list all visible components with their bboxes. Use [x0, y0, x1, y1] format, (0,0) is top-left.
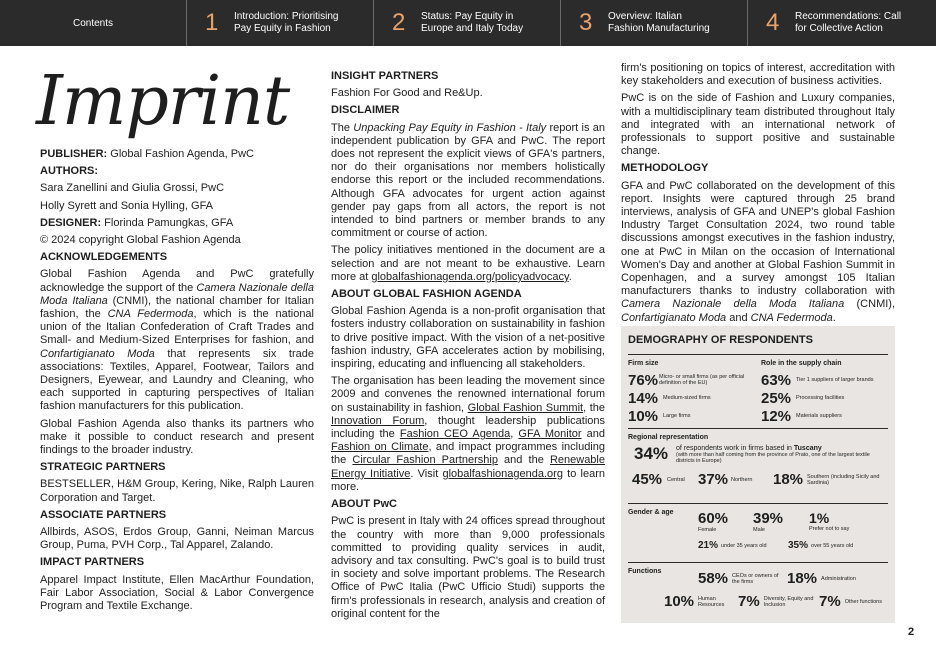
stat-percent: 25% [761, 389, 792, 407]
stat-description: Human Resources [698, 595, 725, 608]
stat-description: Male [753, 527, 765, 533]
stat-row [761, 407, 888, 425]
functions-label: Functions [628, 568, 662, 575]
column-right [621, 62, 895, 329]
functions-section [628, 562, 888, 614]
stat-description: Large firms [663, 413, 691, 419]
text-span: , the [583, 401, 606, 414]
methodology-heading: METHODOLOGY [621, 162, 709, 175]
tuscany-description [676, 445, 881, 464]
text-span: . Visit [410, 467, 443, 480]
age-stat [788, 540, 853, 551]
regional-label: Regional representation [628, 434, 709, 441]
stat-description: CEOs or owners of the firms [732, 572, 779, 585]
text-span: . [832, 311, 836, 324]
associate-partners-text: Allbirds, ASOS, Erdos Group, Ganni, Neiman Marcus Group, Puma, PVH Corp., Tal Apparel, Zalando. [40, 526, 314, 552]
gender-stat [753, 510, 805, 533]
stat-percent: 21% [698, 540, 719, 551]
stat-description: Micro- or small firms (as per official definition of the EU) [659, 374, 745, 386]
text-span: GFA and PwC collaborated on the development of this report. Insights were captured through 25 brand interviews, analysis of GFA and UNEP's global Fashion Industry Target Consultation 2024, two round table discussions amongst executives in the fashion industry, one at PwC in Milan on the occasion of International Women's Day and another at Global Fashion Summit in Copenhagen, and a survey amongst 105 Italian manufacturers thanks to industry collaboration with [621, 179, 895, 298]
demography-title: DEMOGRAPHY OF RESPONDENTS [628, 334, 813, 346]
nav-contents-label: Contents [72, 17, 114, 29]
stat-percent: 7% [738, 593, 760, 610]
stat-percent: 60% [698, 510, 729, 527]
text-span-italic: Confartigianato Moda [621, 311, 727, 324]
stat-description: Medium-sized firms [663, 395, 711, 401]
circular-fashion-partnership-link[interactable]: Circular Fashion Partnership [352, 454, 498, 467]
text-span: (CNMI), [844, 298, 896, 311]
about-gfa-paragraph: Global Fashion Agenda is a non-profit organisation that fosters industry collaboration on sustainability in fashion to drive positive impact. With the vision of a net-positive fashion industry, GFA accelerates action by mobilising, inspiring, educating and influencing all stakeholders. [331, 305, 605, 371]
disclaimer-paragraph [331, 244, 605, 284]
stat-row [628, 407, 761, 425]
text-span: to learn more. [331, 467, 605, 493]
stat-percent: 12% [761, 407, 792, 425]
text-span: The policy initiatives mentioned in the document are a selection and are not meant to be exhaustive. Learn more at [331, 244, 605, 283]
renewable-energy-initiative-link[interactable]: Renewable Energy Initiative [331, 454, 605, 480]
function-stat [664, 593, 732, 610]
designer-label: DESIGNER: [40, 216, 102, 229]
text-span: Global Fashion Agenda and PwC gratefully acknowledge the support of the [40, 268, 314, 294]
text-span-bold: Tuscany [793, 444, 822, 452]
text-span: (CNMI), the national chamber for Italian fashion, the [40, 294, 315, 321]
publisher-value: Global Fashion Agenda, PwC [107, 148, 254, 160]
nav-chapter-label: Recommendations: Call for Collective Action [795, 11, 902, 34]
stat-description: Materials suppliers [796, 413, 842, 419]
designer-value: Florinda Pamungkas, GFA [101, 216, 234, 229]
stat-description: Diversity, Equity and Inclusion [763, 595, 814, 608]
stat-row [761, 371, 888, 389]
firm-size-column [628, 360, 761, 428]
fashion-ceo-agenda-link[interactable]: Fashion CEO Agenda [399, 428, 511, 441]
stat-description: Southern (including Sicily and Sardinia) [807, 473, 880, 486]
supply-chain-column [761, 360, 888, 428]
nav-chapter-number: 4 [766, 9, 780, 36]
stat-percent: 63% [761, 371, 792, 389]
policy-advocacy-link[interactable]: globalfashionagenda.org/policyadvocacy [371, 270, 569, 283]
disclaimer-heading: DISCLAIMER [331, 104, 400, 117]
stat-description: Tier 1 suppliers of larger brands [796, 377, 874, 383]
stat-percent: 39% [753, 510, 784, 527]
global-fashion-summit-link[interactable]: Global Fashion Summit [467, 401, 584, 414]
text-span: and [726, 311, 751, 324]
stat-description: Other functions [844, 598, 882, 605]
publisher-label: PUBLISHER: [40, 148, 108, 160]
about-gfa-paragraph [331, 375, 605, 494]
text-span: of respondents work in firms based in [676, 444, 794, 452]
stat-percent: 14% [628, 389, 659, 407]
nav-chapter-3[interactable] [561, 0, 748, 46]
regional-section [628, 428, 888, 503]
stat-row [628, 371, 761, 389]
pwc-paragraph: PwC is on the side of Fashion and Luxury companies, with a multidisciplinary team distributed throughout Italy and integrated with an international network of professionals to support positive and sustainable change. [621, 92, 895, 158]
function-stat [819, 593, 882, 610]
stat-row [761, 389, 888, 407]
stat-description: over 55 years old [811, 542, 854, 549]
stat-description: under 35 years old [721, 542, 767, 549]
text-span: , which is the national union of the Italian Confederation of Craft Trades and Small- and Medium-Sized Enterprises for fashion, and [40, 308, 314, 347]
stat-percent: 1% [809, 510, 830, 526]
text-span-italic: CNA Federmoda [107, 308, 194, 321]
author-line: Holly Syrett and Sonia Hylling, GFA [40, 199, 214, 212]
nav-chapter-number: 1 [205, 9, 219, 36]
text-span: report is an independent publication by GFA and PwC. The report does not represent the explicit views of GFA's partners, nor do their organisations nor members holistically endorse this report or the included recommendations. Although GFA advocates for urgent action against gender pay gaps from all actors, the report is not intended to bind partners or member brands to any commitment or course of action. [331, 121, 605, 240]
impact-partners-text: Apparel Impact Institute, Ellen MacArthur Foundation, Fair Labor Association, Social & Labor Convergence Program and Textile Exchange. [40, 573, 314, 613]
stat-percent: 76% [628, 371, 659, 389]
text-span: The organisation has been leading the movement since 2009 and convenes the renowned international forum on sustainability in fashion, [331, 375, 605, 414]
associate-partners-heading: ASSOCIATE PARTNERS [40, 508, 167, 521]
tuscany-note: (with more than half coming from the province of Prato, one of the largest textile districts in Europe) [676, 451, 870, 464]
acknowledgements-heading: ACKNOWLEDGEMENTS [40, 251, 168, 264]
function-stat [787, 570, 856, 587]
stat-row [628, 389, 761, 407]
pwc-continued-paragraph: firm's positioning on topics of interest, accreditation with key stakeholders and execution of business activities. [621, 62, 895, 88]
text-span: , thought leadership publications including the [331, 414, 605, 441]
top-navigation [0, 0, 936, 46]
text-span: , [510, 428, 519, 441]
stat-percent: 34% [634, 444, 669, 463]
acknowledgements-paragraph [40, 268, 314, 413]
stat-description: Central [667, 476, 685, 483]
about-pwc-paragraph: PwC is present in Italy with 24 offices spread throughout the country with more than 9,000 professionals committed to providing quality services in audit, advisory and tax consulting. PwC's goal is to build trust in society and solve important problems. The Research Office of PwC Italia (PwC Ufficio Studi) supports the firm's professionals in research, analysis and creation of original content for the [331, 515, 605, 620]
regions-row [632, 471, 888, 488]
innovation-forum-link[interactable]: Innovation Forum [331, 414, 425, 427]
age-stat [698, 540, 767, 551]
nav-chapter-number: 2 [392, 9, 406, 36]
authors-heading: AUTHORS: [40, 165, 99, 178]
demography-panel [621, 326, 895, 623]
gfa-website-link[interactable]: globalfashionagenda.org [442, 467, 563, 480]
nav-chapter-label: Introduction: Prioritising Pay Equity in Fashion [234, 11, 339, 34]
stat-percent: 45% [632, 471, 663, 488]
tuscany-row [634, 444, 888, 464]
firm-size-section [628, 354, 888, 428]
nav-chapter-4[interactable] [748, 0, 936, 46]
fashion-on-climate-link[interactable]: Fashion on Climate [331, 441, 429, 454]
supply-chain-label: Role in the supply chain [761, 360, 842, 367]
copyright-line: © 2024 copyright Global Fashion Agenda [40, 234, 241, 247]
tuscany-text [676, 445, 881, 452]
gender-age-section [628, 503, 888, 562]
gender-stat [698, 510, 750, 533]
gender-age-label: Gender & age [628, 509, 674, 516]
stat-description: Processing facilities [796, 395, 845, 401]
text-span-italic: Unpacking Pay Equity in Fashion - Italy [353, 121, 547, 134]
text-span: , and impact programmes including the [331, 441, 605, 467]
stat-description: Northern [731, 476, 753, 483]
stat-percent: 18% [787, 570, 818, 587]
text-span: The [331, 121, 354, 134]
about-pwc-heading: ABOUT PwC [331, 498, 397, 511]
about-gfa-heading: ABOUT GLOBAL FASHION AGENDA [331, 288, 522, 301]
methodology-paragraph [621, 180, 895, 325]
stat-description: Prefer not to say [809, 526, 850, 532]
firm-size-label: Firm size [628, 360, 659, 367]
text-span-italic: Camera Nazionale della Moda Italiana [40, 281, 314, 307]
stat-description: Female [698, 527, 717, 533]
page-title: Imprint [36, 62, 290, 141]
text-span: . [568, 270, 572, 283]
nav-chapter-label: Status: Pay Equity in Europe and Italy Today [421, 11, 524, 34]
stat-percent: 37% [698, 471, 729, 488]
disclaimer-paragraph [331, 122, 605, 241]
stat-percent: 10% [664, 593, 695, 610]
strategic-partners-heading: STRATEGIC PARTNERS [40, 461, 166, 474]
designer-line [40, 217, 314, 230]
gfa-monitor-link[interactable]: GFA Monitor [518, 428, 582, 441]
text-span-italic: Confartigianato Moda [40, 347, 155, 360]
text-span-italic: Camera Nazionale della Moda Italiana [621, 298, 845, 311]
author-line: Sara Zanellini and Giulia Grossi, PwC [40, 182, 225, 195]
page-number: 2 [908, 626, 915, 638]
stat-percent: 35% [788, 540, 809, 551]
stat-description: Administration [821, 575, 856, 582]
text-span: that represents six trade associations: Textiles, Apparel, Footwear, Tailors and Designers, Eyewear, and Laundry and Cleaning, who each supported in capturing perspectives of Italian fashion manufacturers for this publication. [40, 347, 314, 413]
insight-partners-text: Fashion For Good and Re&Up. [331, 87, 483, 100]
text-span: and [581, 428, 605, 441]
function-stat [738, 593, 814, 610]
nav-chapter-number: 3 [579, 9, 593, 36]
impact-partners-heading: IMPACT PARTNERS [40, 556, 145, 569]
text-span-italic: CNA Federmoda [750, 311, 833, 324]
stat-percent: 7% [819, 593, 841, 610]
stat-percent: 10% [628, 407, 659, 425]
column-left [36, 62, 315, 617]
gender-stat [809, 510, 889, 532]
stat-percent: 18% [773, 471, 804, 488]
column-middle [331, 70, 605, 625]
insight-partners-heading: INSIGHT PARTNERS [331, 70, 439, 82]
strategic-partners-text: BESTSELLER, H&M Group, Kering, Nike, Ralph Lauren Corporation and Target. [40, 478, 314, 504]
nav-chapter-2[interactable] [374, 0, 561, 46]
publisher-line [40, 148, 314, 161]
function-stat [698, 570, 780, 587]
acknowledgements-paragraph: Global Fashion Agenda also thanks its partners who make it possible to conduct research and present findings to the broader industry. [40, 417, 314, 457]
text-span: and the [497, 454, 550, 467]
nav-chapter-label: Overview: Italian Fashion Manufacturing [608, 11, 710, 34]
stat-percent: 58% [698, 570, 729, 587]
nav-chapter-1[interactable] [187, 0, 374, 46]
nav-contents[interactable] [0, 0, 187, 46]
